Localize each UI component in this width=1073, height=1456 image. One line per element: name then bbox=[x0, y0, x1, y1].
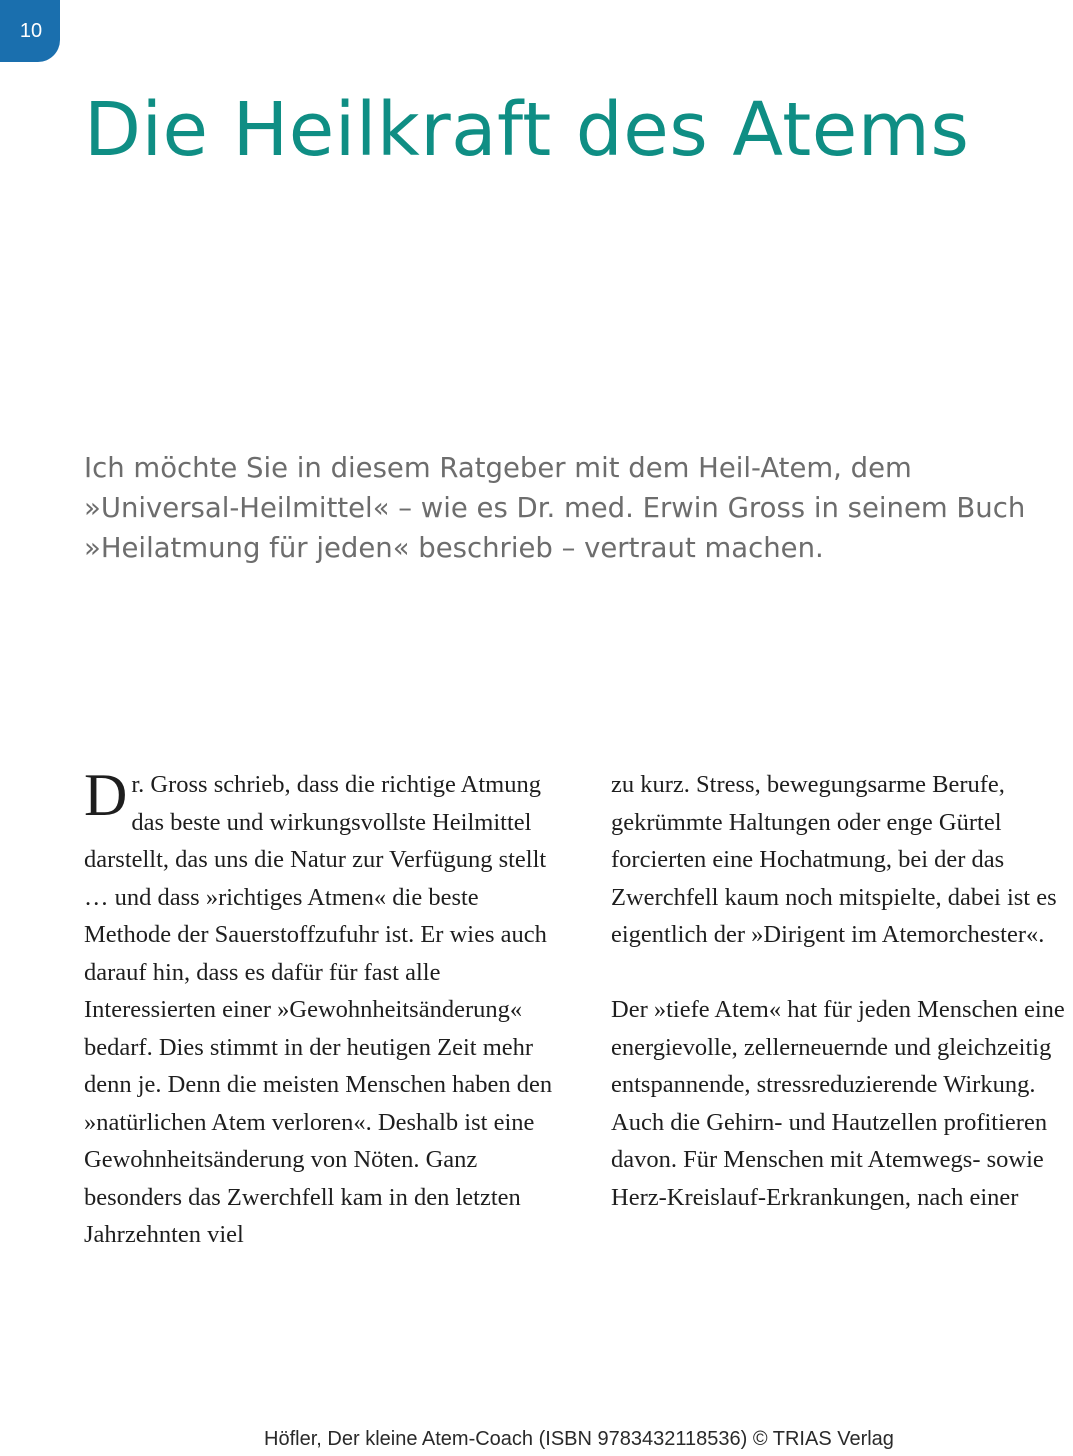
body-text-left: r. Gross schrieb, dass die richtige Atmung das beste und wirkungsvollste Heilmittel darstellt, das uns die Natur zur Verfügung stellt … und dass »richtiges Atmen« die beste Methode der Sauerstoffzufuhr ist. Er wies auch darauf hin, dass es dafür für fast alle Interessierten einer »Gewohnheitsänderung« bedarf. Dies stimmt in der heutigen Zeit mehr denn je. Denn die meisten Menschen haben den »natürlichen Atem verloren«. Deshalb ist eine Gewohnheitsänderung von Nöten. Ganz besonders das Zwerchfell kam in den letzten Jahrzehnten viel bbox=[84, 771, 553, 1248]
drop-cap: D bbox=[84, 762, 128, 828]
footer-citation: Höfler, Der kleine Atem-Coach (ISBN 9783432118536) © TRIAS Verlag bbox=[264, 1428, 894, 1450]
body-paragraph bbox=[84, 762, 559, 1254]
body-paragraph-right-2: Der »tiefe Atem« hat für jeden Menschen eine energievolle, zellerneuernde und gleichzeitig entspannende, stressreduzierende Wirkung. Auch die Gehirn- und Hautzellen profitieren davon. Für Menschen mit Atemwegs- sowie Herz-Kreislauf-Erkrankungen, nach einer bbox=[611, 996, 1065, 1211]
body-paragraph-right-1: zu kurz. Stress, bewegungsarme Berufe, gekrümmte Haltungen oder enge Gürtel forcierten eine Hochatmung, bei der das Zwerchfell kaum noch mitspielte, dabei ist es eigentlich der »Dirigent im Atemorchester«. bbox=[611, 771, 1057, 948]
page-number: 10 bbox=[19, 19, 43, 42]
page-number-badge bbox=[0, 0, 60, 62]
chapter-title: Die Heilkraft des Atems bbox=[84, 87, 970, 173]
body-column-left bbox=[84, 762, 559, 1254]
body-column-right bbox=[611, 766, 1073, 1216]
intro-paragraph: Ich möchte Sie in diesem Ratgeber mit dem Heil-Atem, dem »Universal-Heilmittel« – wie es Dr. med. Erwin Gross in seinem Buch »Heilatmung für jeden« beschrieb – vertraut machen. bbox=[84, 452, 1026, 564]
